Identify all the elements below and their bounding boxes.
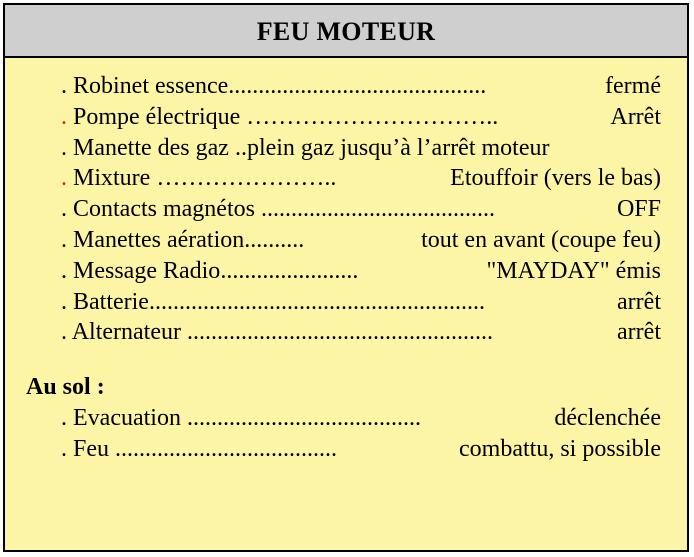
item-label: Feu <box>73 435 109 462</box>
item-label: Message Radio <box>73 257 221 284</box>
item-bullet: . <box>61 404 67 431</box>
item-value: arrêt <box>617 319 661 346</box>
item-label: Evacuation <box>73 404 181 431</box>
item-value: tout en avant (coupe feu) <box>421 226 661 253</box>
item-value: "MAYDAY" émis <box>486 257 661 284</box>
checklist-item <box>61 287 661 318</box>
item-bullet: . <box>61 196 67 223</box>
item-value: déclenchée <box>554 404 661 431</box>
checklist-item <box>61 225 661 256</box>
item-leader-dots: ………………….. <box>150 165 337 192</box>
checklist-card <box>3 3 689 552</box>
item-value: Arrêt <box>610 103 661 130</box>
checklist-header <box>5 5 687 58</box>
checklist-item <box>61 133 661 164</box>
checklist-item <box>61 163 661 194</box>
item-value: OFF <box>616 196 661 223</box>
item-bullet: . <box>61 103 67 130</box>
checklist-item <box>61 256 661 287</box>
checklist-item <box>61 317 661 348</box>
item-leader-dots: ....................................... <box>254 196 495 223</box>
item-leader-dots: ................................................... <box>180 319 493 346</box>
checklist-item <box>61 403 661 434</box>
item-label: Mixture <box>73 165 151 192</box>
ground-section-title: Au sol : <box>26 374 105 401</box>
checklist-item <box>61 71 661 102</box>
item-leader-dots: ........................................... <box>228 73 487 99</box>
item-value: arrêt <box>617 288 661 315</box>
section-gap <box>5 348 687 372</box>
checklist-body <box>5 58 687 465</box>
checklist-item <box>61 434 661 465</box>
item-label: Batterie <box>73 288 149 315</box>
item-leader-dots: .. <box>228 134 247 161</box>
item-bullet: . <box>61 435 67 462</box>
checklist-item <box>61 194 661 225</box>
checklist-title: FEU MOTEUR <box>256 16 436 46</box>
item-label: Manette des gaz <box>73 134 229 161</box>
item-leader-dots: ....................... <box>220 257 359 284</box>
item-leader-dots: ………………………….. <box>240 103 499 130</box>
item-leader-dots: ..................................... <box>109 435 337 462</box>
item-bullet: . <box>61 288 67 315</box>
item-bullet: . <box>61 134 67 161</box>
item-bullet: . <box>61 165 67 192</box>
item-label: Contacts magnétos <box>73 196 255 223</box>
item-label: Alternateur <box>71 319 181 346</box>
item-leader-dots: ........................................................ <box>148 288 485 315</box>
item-leader-dots: .......... <box>244 226 305 253</box>
item-value: Etouffoir (vers le bas) <box>450 165 661 192</box>
item-value: fermé <box>605 73 661 99</box>
item-label: Manettes aération <box>73 226 245 253</box>
item-bullet: . <box>61 226 67 253</box>
item-value: plein gaz jusqu’à l’arrêt moteur <box>246 134 550 161</box>
checklist-item <box>61 102 661 133</box>
item-bullet: . <box>61 319 67 346</box>
item-value: combattu, si possible <box>459 435 661 462</box>
item-label: Pompe électrique <box>73 103 241 130</box>
item-leader-dots: ....................................... <box>180 404 421 431</box>
item-label: Robinet essence <box>73 73 229 99</box>
item-bullet: . <box>61 257 67 284</box>
item-bullet: . <box>61 73 67 99</box>
